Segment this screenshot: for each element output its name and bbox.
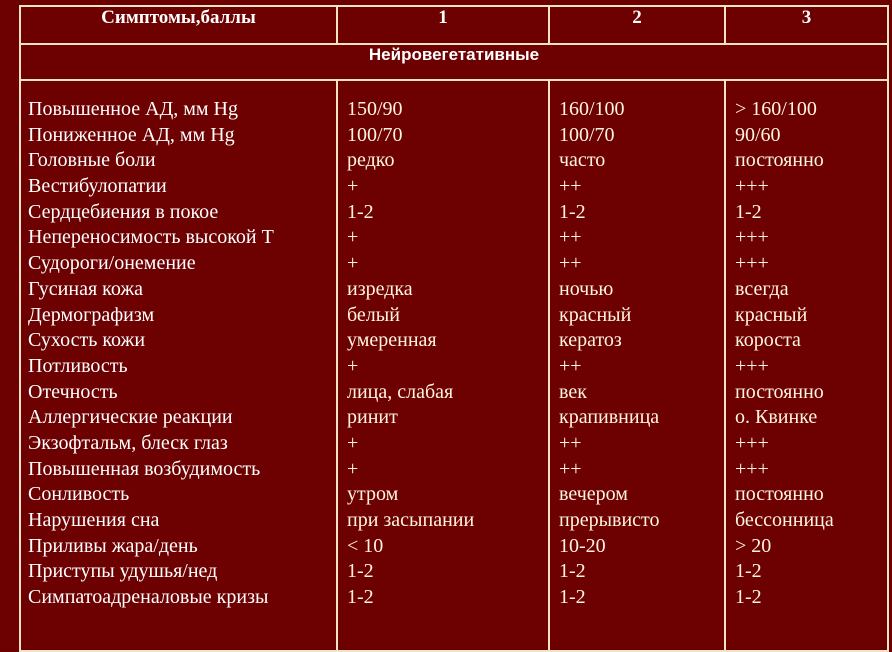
- score-3-cell: 90/60: [735, 123, 781, 146]
- score-2-cell: 100/70: [559, 123, 615, 146]
- section-row: [20, 44, 888, 80]
- symptom-cell: Дермографизм: [28, 303, 155, 326]
- score-3-cell: постоянно: [735, 149, 824, 172]
- score-3-cell: +++: [735, 457, 769, 480]
- score-3-cell: +++: [735, 175, 769, 198]
- symptom-cell: Потливость: [28, 354, 128, 377]
- symptom-cell: Приливы жара/день: [28, 534, 198, 557]
- score-2-cell: красный: [559, 303, 632, 326]
- score-2-cell: 1-2: [559, 586, 586, 609]
- score-2-cell: ++: [559, 431, 582, 454]
- score-2-cell: 1-2: [559, 200, 586, 223]
- score-3-cell: +++: [735, 252, 769, 275]
- score-3-cell: о. Квинке: [735, 406, 818, 429]
- score-2-cell: ++: [559, 457, 582, 480]
- score-2-cell: ++: [559, 252, 582, 275]
- score-1-cell: 100/70: [347, 123, 403, 146]
- header-score-1: 1: [337, 6, 549, 44]
- score-1-cell: лица, слабая: [347, 380, 454, 403]
- score-2-column: [549, 80, 725, 651]
- score-3-cell: > 20: [735, 534, 772, 557]
- score-1-cell: 1-2: [347, 560, 374, 583]
- score-3-cell: постоянно: [735, 483, 824, 506]
- symptom-cell: Симпатоадреналовые кризы: [28, 586, 269, 609]
- symptom-cell: Судороги/онемение: [28, 252, 196, 275]
- symptom-cell: Непереносимость высокой Т: [28, 226, 274, 249]
- score-3-cell: 1-2: [735, 560, 762, 583]
- symptom-cell: Отечность: [28, 380, 118, 403]
- score-3-cell: бессонница: [735, 509, 834, 531]
- symptom-cell: Аллергические реакции: [28, 406, 233, 429]
- score-3-cell: +++: [735, 354, 769, 377]
- symptom-cell: Приступы удушья/нед: [28, 560, 218, 583]
- score-1-cell: +: [347, 354, 359, 377]
- score-2-cell: ++: [559, 175, 582, 198]
- section-title: Нейровегетативные: [20, 44, 888, 80]
- score-2-cell: ++: [559, 354, 582, 377]
- header-row: [20, 6, 888, 44]
- score-2-cell: ++: [559, 226, 582, 249]
- score-1-cell: белый: [347, 303, 400, 326]
- score-3-cell: > 160/100: [735, 98, 817, 120]
- score-1-cell: 1-2: [347, 200, 374, 223]
- score-1-cell: ринит: [347, 406, 398, 429]
- score-1-cell: утром: [347, 483, 399, 506]
- score-3-cell: 1-2: [735, 200, 762, 223]
- symptom-cell: Головные боли: [28, 149, 156, 172]
- symptom-column: [20, 80, 337, 651]
- score-1-cell: < 10: [347, 534, 384, 557]
- score-3-cell: короста: [735, 329, 801, 352]
- score-1-cell: +: [347, 175, 359, 198]
- header-score-2: 2: [549, 6, 725, 44]
- score-1-cell: +: [347, 252, 359, 275]
- score-2-cell: ночью: [559, 277, 614, 300]
- score-1-cell: при засыпании: [347, 509, 475, 531]
- score-1-cell: +: [347, 457, 359, 480]
- symptom-cell: Повышенное АД, мм Hg: [28, 98, 238, 120]
- score-1-cell: +: [347, 226, 359, 249]
- score-2-cell: 160/100: [559, 98, 625, 120]
- symptom-cell: Сонливость: [28, 483, 130, 506]
- score-2-cell: 10-20: [559, 534, 606, 557]
- score-3-column: [725, 80, 888, 651]
- score-3-cell: красный: [735, 303, 808, 326]
- symptom-cell: Повышенная возбудимость: [28, 457, 261, 480]
- score-1-cell: +: [347, 431, 359, 454]
- score-1-column: [337, 80, 549, 651]
- symptom-cell: Экзофтальм, блеск глаз: [28, 431, 228, 454]
- symptom-cell: Сухость кожи: [28, 329, 146, 352]
- score-3-cell: +++: [735, 431, 769, 454]
- score-2-cell: крапивница: [559, 406, 660, 429]
- score-3-cell: +++: [735, 226, 769, 249]
- score-2-cell: кератоз: [559, 329, 622, 352]
- symptom-cell: Сердцебиения в покое: [28, 200, 219, 223]
- symptom-cell: Вестибулопатии: [28, 175, 167, 198]
- body-row: [20, 80, 888, 651]
- score-2-cell: вечером: [559, 483, 628, 506]
- symptom-cell: Гусиная кожа: [28, 277, 144, 300]
- score-1-cell: изредка: [347, 277, 413, 300]
- score-2-cell: часто: [559, 149, 606, 172]
- header-symptoms: Симптомы,баллы: [20, 6, 337, 44]
- symptom-score-table: [19, 5, 889, 652]
- symptom-cell: Нарушения сна: [28, 509, 160, 531]
- symptom-cell: Пониженное АД, мм Hg: [28, 123, 235, 146]
- score-3-cell: 1-2: [735, 586, 762, 609]
- score-1-cell: редко: [347, 149, 395, 172]
- score-2-cell: 1-2: [559, 560, 586, 583]
- score-1-cell: 150/90: [347, 98, 403, 120]
- score-1-cell: 1-2: [347, 586, 374, 609]
- score-1-cell: умеренная: [347, 329, 437, 352]
- score-2-cell: прерывисто: [559, 509, 660, 531]
- header-score-3: 3: [725, 6, 888, 44]
- score-2-cell: век: [559, 380, 587, 403]
- score-3-cell: всегда: [735, 277, 789, 300]
- score-3-cell: постоянно: [735, 380, 824, 403]
